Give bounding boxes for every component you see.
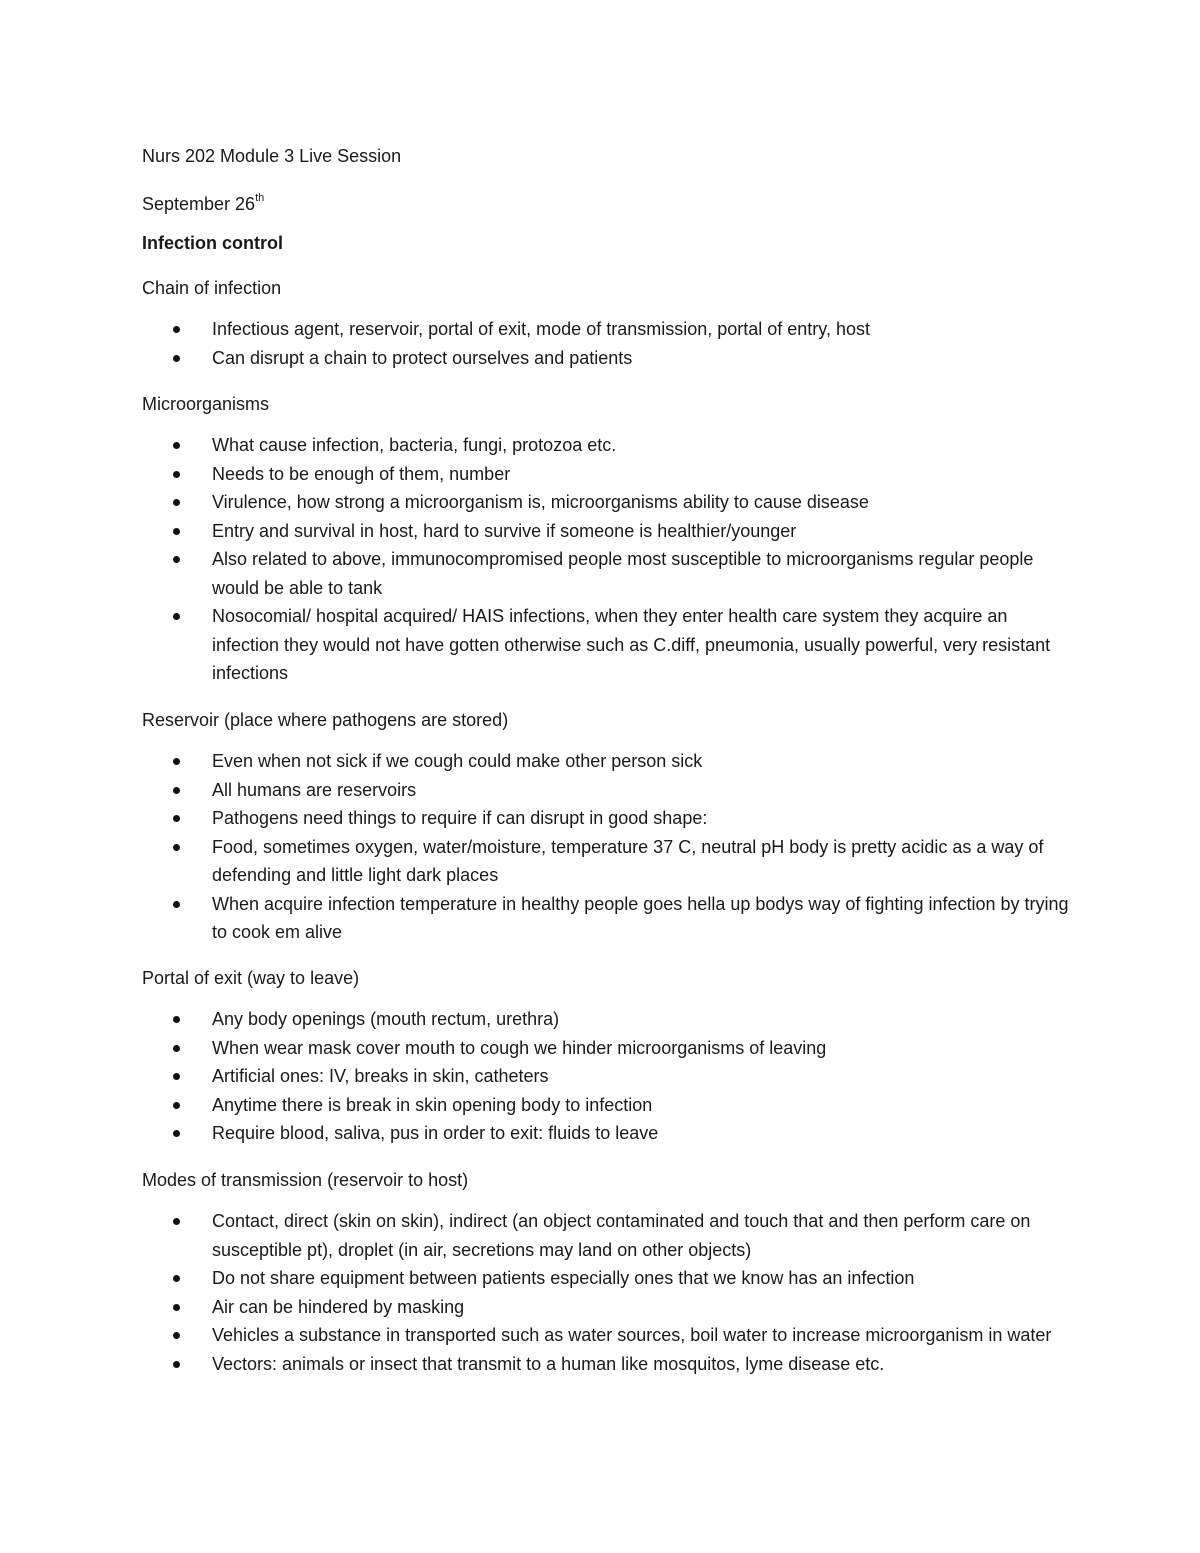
section-title: Chain of infection	[142, 278, 282, 298]
list-item	[142, 1005, 1072, 1034]
list-item-text: All humans are reservoirs	[212, 779, 417, 800]
bullet-icon	[173, 1073, 180, 1080]
bullet-icon	[173, 471, 180, 478]
bullet-icon	[173, 326, 180, 333]
list-item-text: When wear mask cover mouth to cough we hinder microorganisms of leaving	[212, 1037, 827, 1058]
bullet-icon	[173, 499, 180, 506]
list-item-text: Entry and survival in host, hard to survive if someone is healthier/younger	[212, 520, 797, 541]
list-item-text: Can disrupt a chain to protect ourselves and patients	[212, 347, 633, 368]
bullet-icon	[173, 1102, 180, 1109]
list-item-text: Require blood, saliva, pus in order to exit: fluids to leave	[212, 1123, 659, 1143]
list-item-text: When acquire infection temperature in healthy people goes hella up bodys way of fighting infection by trying to cook em alive	[212, 893, 1069, 942]
bullet-icon	[173, 901, 180, 908]
bullet-icon	[173, 1275, 180, 1282]
list-item-text: Anytime there is break in skin opening body to infection	[212, 1094, 653, 1115]
bullet-icon	[173, 528, 180, 535]
list-item	[142, 804, 1072, 833]
bullet-icon	[173, 442, 180, 449]
bullet-icon	[173, 1304, 180, 1311]
bullet-icon	[173, 1016, 180, 1023]
list-item	[142, 1207, 1072, 1264]
bullet-icon	[173, 1332, 180, 1339]
list-item-text: Air can be hindered by masking	[212, 1296, 465, 1317]
list-item	[142, 431, 1072, 460]
list-item	[142, 833, 1072, 890]
list-item-text: Artificial ones: IV, breaks in skin, catheters	[212, 1066, 549, 1086]
list-item	[142, 602, 1072, 688]
list-item	[142, 1321, 1072, 1350]
list-item	[142, 460, 1072, 489]
date-suffix: th	[255, 192, 265, 204]
bullet-icon	[173, 815, 180, 822]
bullet-icon	[173, 844, 180, 851]
list-item	[142, 747, 1072, 776]
bullet-icon	[173, 355, 180, 362]
list-item-text: Even when not sick if we cough could make other person sick	[212, 751, 703, 771]
bullet-icon	[173, 1361, 180, 1368]
section-modes-of-transmission	[142, 1168, 1072, 1378]
document-title: Nurs 202 Module 3 Live Session	[142, 146, 402, 166]
bullet-icon	[173, 556, 180, 563]
bullet-icon	[173, 787, 180, 794]
list-item	[142, 1062, 1072, 1091]
list-item	[142, 1034, 1072, 1063]
list-item-text: Needs to be enough of them, number	[212, 463, 511, 484]
list-item-text: What cause infection, bacteria, fungi, protozoa etc.	[212, 435, 617, 455]
bullet-list	[142, 1207, 1072, 1378]
list-item	[142, 488, 1072, 517]
list-item	[142, 517, 1072, 546]
section-title: Microorganisms	[142, 394, 270, 414]
list-item-text: Nosocomial/ hospital acquired/ HAIS infections, when they enter health care system they acquire an infection they would not have gotten otherwise such as C.diff, pneumonia, usually powerful, very resistant infections	[212, 606, 1051, 683]
section-title: Modes of transmission (reservoir to host)	[142, 1170, 469, 1190]
list-item-text: Also related to above, immunocompromised people most susceptible to microorganisms regular people would be able to tank	[212, 549, 1034, 598]
list-item-text: Infectious agent, reservoir, portal of exit, mode of transmission, portal of entry, host	[212, 319, 870, 339]
list-item-text: Pathogens need things to require if can disrupt in good shape:	[212, 808, 708, 828]
list-item	[142, 1350, 1072, 1379]
list-item	[142, 315, 1072, 344]
section-reservoir	[142, 708, 1072, 947]
section-title: Portal of exit (way to leave)	[142, 968, 360, 988]
section-title: Reservoir (place where pathogens are stored)	[142, 710, 509, 730]
list-item-text: Any body openings (mouth rectum, urethra)	[212, 1009, 560, 1029]
list-item-text: Virulence, how strong a microorganism is, microorganisms ability to cause disease	[212, 492, 869, 512]
list-item	[142, 1091, 1072, 1120]
document-date	[142, 188, 264, 216]
list-item-text: Contact, direct (skin on skin), indirect (an object contaminated and touch that and then perform care on susceptible pt), droplet (in air, secretions may land on other objects)	[212, 1211, 1031, 1260]
bullet-icon	[173, 1130, 180, 1137]
list-item	[142, 344, 1072, 373]
list-item	[142, 1264, 1072, 1293]
bullet-icon	[173, 613, 180, 620]
bullet-list	[142, 431, 1072, 688]
list-item	[142, 1293, 1072, 1322]
bullet-list	[142, 747, 1072, 947]
section-microorganisms	[142, 392, 1072, 688]
list-item	[142, 776, 1072, 805]
list-item	[142, 545, 1072, 602]
list-item	[142, 1119, 1072, 1148]
list-item-text: Vectors: animals or insect that transmit to a human like mosquitos, lyme disease etc.	[212, 1353, 885, 1374]
bullet-icon	[173, 758, 180, 765]
list-item-text: Food, sometimes oxygen, water/moisture, temperature 37 C, neutral pH body is pretty acidic as a way of defending and little light dark places	[212, 836, 1044, 885]
list-item-text: Vehicles a substance in transported such as water sources, boil water to increase microorganism in water	[212, 1325, 1052, 1345]
list-item-text: Do not share equipment between patients especially ones that we know has an infection	[212, 1268, 915, 1288]
section-portal-of-exit	[142, 966, 1072, 1148]
document-heading: Infection control	[142, 233, 283, 253]
bullet-list	[142, 315, 1072, 372]
list-item	[142, 890, 1072, 947]
bullet-icon	[173, 1045, 180, 1052]
bullet-list	[142, 1005, 1072, 1148]
section-chain-of-infection	[142, 276, 1072, 372]
bullet-icon	[173, 1218, 180, 1225]
date-text: September 26	[142, 194, 256, 214]
